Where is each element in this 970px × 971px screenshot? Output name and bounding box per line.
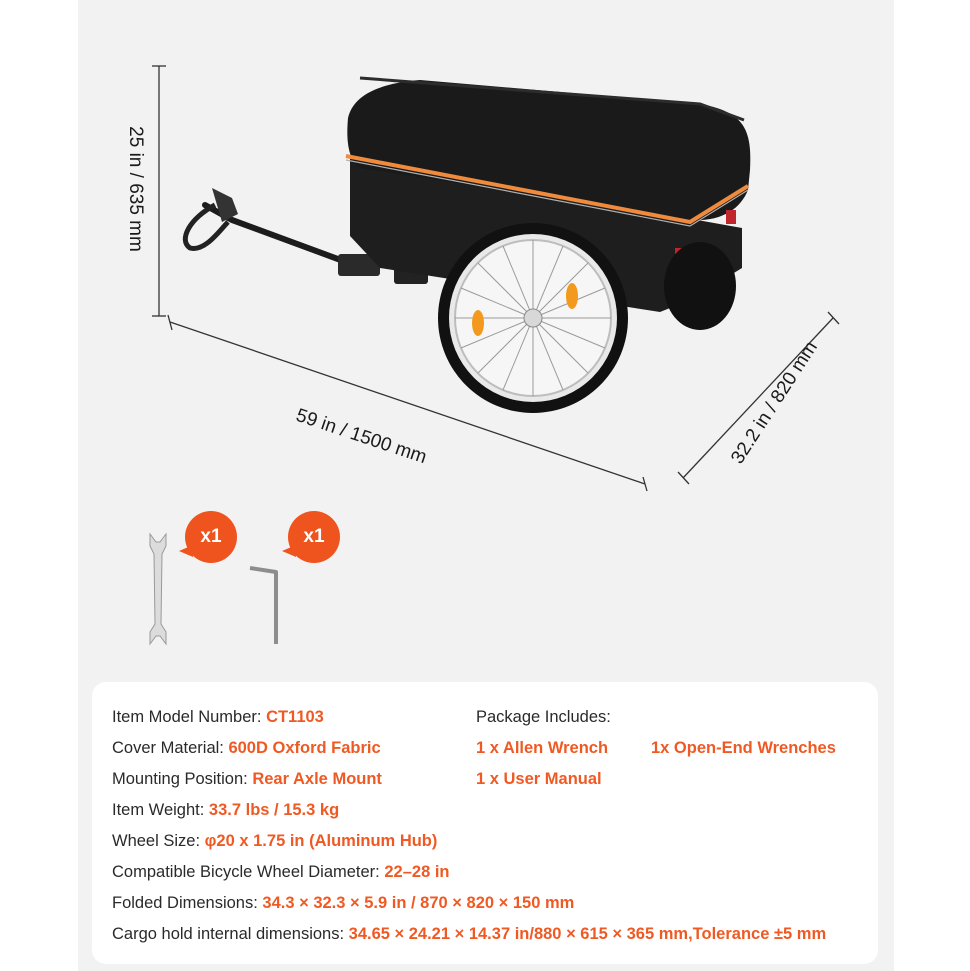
specifications-card — [92, 682, 878, 964]
package-item-user-manual: 1 x User Manual — [476, 770, 602, 788]
length-dimension-label: 59 in / 1500 mm — [293, 405, 430, 469]
allen-wrench-image — [246, 560, 286, 650]
spec-row-weight: Item Weight: 33.7 lbs / 15.3 kg — [112, 801, 340, 819]
spec-row-cargo-dimensions: Cargo hold internal dimensions: 34.65 × 24.21 × 14.37 in/880 × 615 × 365 mm,Tolerance ±5 mm — [112, 925, 827, 943]
spec-row-mounting-position: Mounting Position: Rear Axle Mount — [112, 770, 382, 788]
wheel — [438, 223, 628, 413]
spec-row-cover-material: Cover Material: 600D Oxford Fabric — [112, 739, 381, 757]
spec-row-model: Item Model Number: CT1103 — [112, 708, 324, 726]
package-item-allen-wrench: 1 x Allen Wrench — [476, 739, 609, 757]
red-reflector — [726, 210, 736, 224]
spec-row-compatible-wheel: Compatible Bicycle Wheel Diameter: 22–28 in — [112, 863, 450, 881]
height-dimension-label: 25 in / 635 mm — [125, 126, 146, 252]
allen-wrench-quantity-badge: x1 — [288, 511, 340, 563]
spec-row-wheel-size: Wheel Size: φ20 x 1.75 in (Aluminum Hub) — [112, 832, 438, 850]
open-end-wrench-image — [138, 528, 178, 648]
spec-row-folded-dimensions: Folded Dimensions: 34.3 × 32.3 × 5.9 in / 870 × 820 × 150 mm — [112, 894, 575, 912]
width-dimension-label: 32.2 in / 820 mm — [727, 337, 822, 468]
package-includes-title: Package Includes: — [476, 708, 611, 726]
wrench-quantity-badge: x1 — [185, 511, 237, 563]
package-item-open-end-wrenches: 1x Open-End Wrenches — [651, 739, 836, 757]
